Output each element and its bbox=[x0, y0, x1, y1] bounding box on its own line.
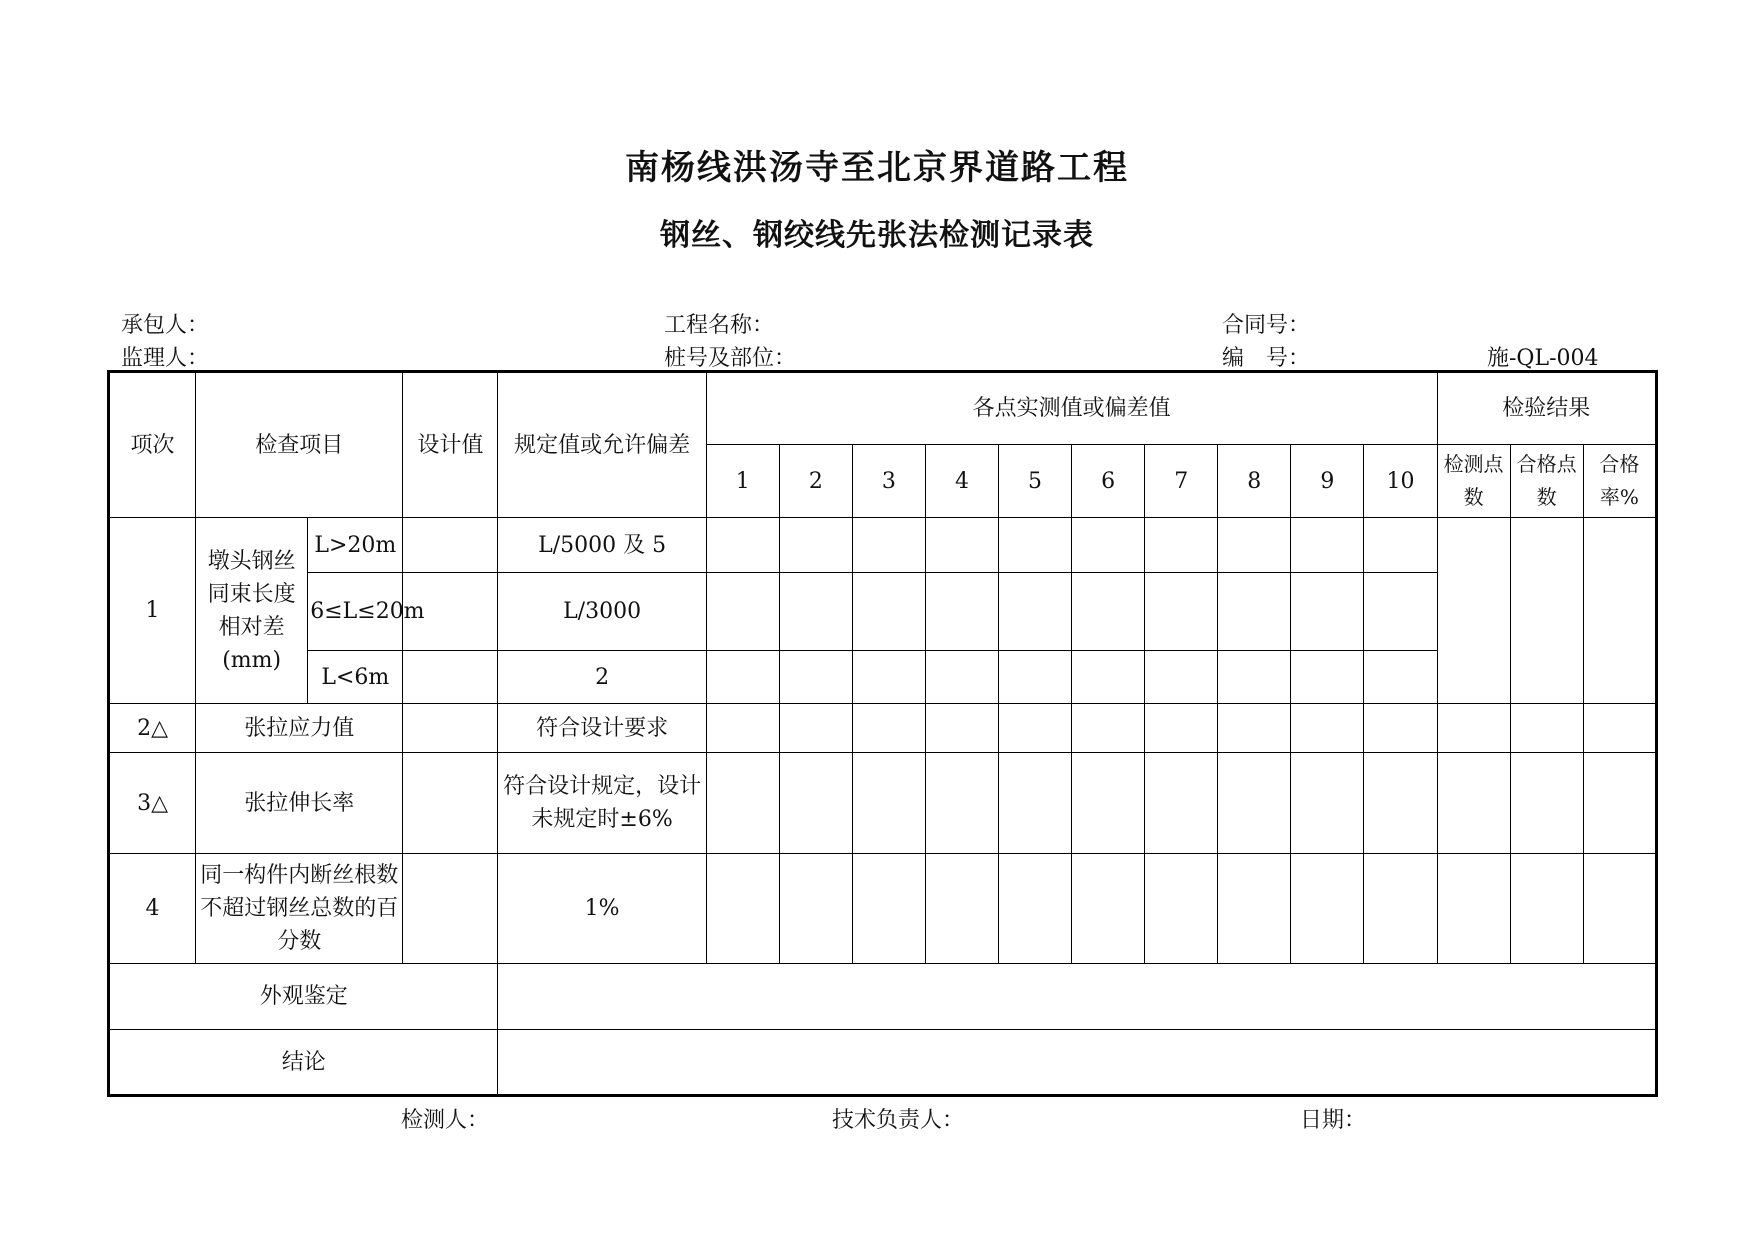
measure-cell bbox=[779, 704, 852, 753]
result-pass-rate: 合格率% bbox=[1583, 445, 1656, 518]
measure-cell bbox=[999, 704, 1072, 753]
measure-cell bbox=[1145, 704, 1218, 753]
measure-cell bbox=[999, 573, 1072, 651]
measure-cell bbox=[1218, 753, 1291, 854]
result-cell bbox=[1583, 704, 1656, 753]
row-3-item: 张拉伸长率 bbox=[196, 753, 403, 854]
measure-cell bbox=[852, 753, 925, 854]
measure-cell bbox=[852, 704, 925, 753]
measure-cell bbox=[1218, 854, 1291, 964]
conclusion-value bbox=[498, 1030, 1657, 1096]
measure-cell bbox=[779, 651, 852, 704]
measure-cell bbox=[1291, 704, 1364, 753]
measure-cell bbox=[779, 854, 852, 964]
row-4-no: 4 bbox=[109, 854, 196, 964]
header-design-value: 设计值 bbox=[403, 372, 498, 518]
measure-cell bbox=[1291, 573, 1364, 651]
form-title: 钢丝、钢绞线先张法检测记录表 bbox=[660, 218, 1094, 253]
measure-cell bbox=[1364, 651, 1437, 704]
measure-cell bbox=[925, 651, 998, 704]
supervisor-label: 监理人： bbox=[121, 346, 210, 371]
measure-cell bbox=[706, 651, 779, 704]
header-item-no: 项次 bbox=[109, 372, 196, 518]
measure-cell bbox=[852, 518, 925, 573]
row-1-item: 墩头钢丝同束长度相对差(mm) bbox=[196, 518, 308, 704]
point-number: 1 bbox=[706, 445, 779, 518]
result-cell bbox=[1437, 704, 1510, 753]
number-label: 编 号： bbox=[1222, 346, 1311, 371]
measure-cell bbox=[925, 704, 998, 753]
measure-cell bbox=[1072, 651, 1145, 704]
row-1-spec-b: L/3000 bbox=[498, 573, 706, 651]
row-2-spec: 符合设计要求 bbox=[498, 704, 706, 753]
row-2-no: 2△ bbox=[109, 704, 196, 753]
inspector-label: 检测人： bbox=[401, 1108, 490, 1133]
row-1-result-rate bbox=[1583, 518, 1656, 704]
row-3-no: 3△ bbox=[109, 753, 196, 854]
point-number: 4 bbox=[925, 445, 998, 518]
row-1-spec-c: 2 bbox=[498, 651, 706, 704]
header-check-item: 检查项目 bbox=[196, 372, 403, 518]
result-cell bbox=[1437, 753, 1510, 854]
point-number: 8 bbox=[1218, 445, 1291, 518]
measure-cell bbox=[925, 518, 998, 573]
conclusion-label: 结论 bbox=[109, 1030, 498, 1096]
result-cell bbox=[1510, 854, 1583, 964]
measure-cell bbox=[1364, 854, 1437, 964]
row-1-cond-a: L>20m bbox=[308, 518, 403, 573]
project-name-label: 工程名称： bbox=[664, 313, 775, 338]
measure-cell bbox=[925, 854, 998, 964]
measure-cell bbox=[1072, 704, 1145, 753]
measure-cell bbox=[706, 753, 779, 854]
point-number: 9 bbox=[1291, 445, 1364, 518]
station-label: 桩号及部位： bbox=[664, 346, 797, 371]
form-code: 施-QL-004 bbox=[1487, 346, 1599, 371]
result-cell bbox=[1510, 704, 1583, 753]
point-number: 2 bbox=[779, 445, 852, 518]
measure-cell bbox=[706, 518, 779, 573]
measure-cell bbox=[1364, 573, 1437, 651]
row-3-design bbox=[403, 753, 498, 854]
result-qualified-points: 合格点数 bbox=[1510, 445, 1583, 518]
measure-cell bbox=[1218, 704, 1291, 753]
measure-cell bbox=[1145, 518, 1218, 573]
measure-cell bbox=[852, 854, 925, 964]
measure-cell bbox=[1072, 573, 1145, 651]
measure-cell bbox=[779, 518, 852, 573]
row-1-design-c bbox=[403, 651, 498, 704]
measure-cell bbox=[1291, 854, 1364, 964]
tech-lead-label: 技术负责人： bbox=[832, 1108, 965, 1133]
row-4-design bbox=[403, 854, 498, 964]
measure-cell bbox=[779, 573, 852, 651]
measure-cell bbox=[706, 704, 779, 753]
measure-cell bbox=[999, 753, 1072, 854]
measure-cell bbox=[999, 651, 1072, 704]
row-4-spec: 1% bbox=[498, 854, 706, 964]
measure-cell bbox=[779, 753, 852, 854]
date-label: 日期： bbox=[1300, 1108, 1367, 1133]
row-1-no: 1 bbox=[109, 518, 196, 704]
point-number: 3 bbox=[852, 445, 925, 518]
header-measured: 各点实测值或偏差值 bbox=[706, 372, 1437, 445]
measure-cell bbox=[706, 854, 779, 964]
row-2-item: 张拉应力值 bbox=[196, 704, 403, 753]
row-1-result-qualified bbox=[1510, 518, 1583, 704]
project-title: 南杨线洪汤寺至北京界道路工程 bbox=[625, 148, 1129, 188]
measure-cell bbox=[852, 573, 925, 651]
measure-cell bbox=[1218, 518, 1291, 573]
point-number: 10 bbox=[1364, 445, 1437, 518]
inspection-table bbox=[107, 370, 1658, 1097]
result-cell bbox=[1437, 854, 1510, 964]
measure-cell bbox=[1145, 753, 1218, 854]
contract-no-label: 合同号： bbox=[1222, 313, 1311, 338]
result-inspected-points: 检测点数 bbox=[1437, 445, 1510, 518]
appearance-value bbox=[498, 964, 1657, 1030]
measure-cell bbox=[852, 651, 925, 704]
measure-cell bbox=[925, 753, 998, 854]
header-spec: 规定值或允许偏差 bbox=[498, 372, 706, 518]
measure-cell bbox=[1145, 573, 1218, 651]
measure-cell bbox=[706, 573, 779, 651]
measure-cell bbox=[925, 573, 998, 651]
measure-cell bbox=[1364, 704, 1437, 753]
point-number: 6 bbox=[1072, 445, 1145, 518]
point-number: 7 bbox=[1145, 445, 1218, 518]
measure-cell bbox=[1218, 573, 1291, 651]
row-4-item: 同一构件内断丝根数不超过钢丝总数的百分数 bbox=[196, 854, 403, 964]
measure-cell bbox=[1072, 854, 1145, 964]
appearance-label: 外观鉴定 bbox=[109, 964, 498, 1030]
contractor-label: 承包人： bbox=[121, 313, 210, 338]
measure-cell bbox=[1291, 518, 1364, 573]
measure-cell bbox=[1072, 518, 1145, 573]
row-1-spec-a: L/5000 及 5 bbox=[498, 518, 706, 573]
result-cell bbox=[1583, 854, 1656, 964]
result-cell bbox=[1510, 753, 1583, 854]
measure-cell bbox=[1291, 651, 1364, 704]
row-3-spec: 符合设计规定，设计未规定时±6% bbox=[498, 753, 706, 854]
measure-cell bbox=[1145, 651, 1218, 704]
measure-cell bbox=[999, 518, 1072, 573]
row-2-design bbox=[403, 704, 498, 753]
result-cell bbox=[1583, 753, 1656, 854]
header-result: 检验结果 bbox=[1437, 372, 1656, 445]
row-1-cond-b: 6≤L≤20m bbox=[308, 573, 403, 651]
measure-cell bbox=[1218, 651, 1291, 704]
measure-cell bbox=[1364, 753, 1437, 854]
row-1-cond-c: L<6m bbox=[308, 651, 403, 704]
measure-cell bbox=[1145, 854, 1218, 964]
measure-cell bbox=[999, 854, 1072, 964]
row-1-result-points bbox=[1437, 518, 1510, 704]
measure-cell bbox=[1072, 753, 1145, 854]
point-number: 5 bbox=[999, 445, 1072, 518]
row-1-design-a bbox=[403, 518, 498, 573]
measure-cell bbox=[1364, 518, 1437, 573]
measure-cell bbox=[1291, 753, 1364, 854]
